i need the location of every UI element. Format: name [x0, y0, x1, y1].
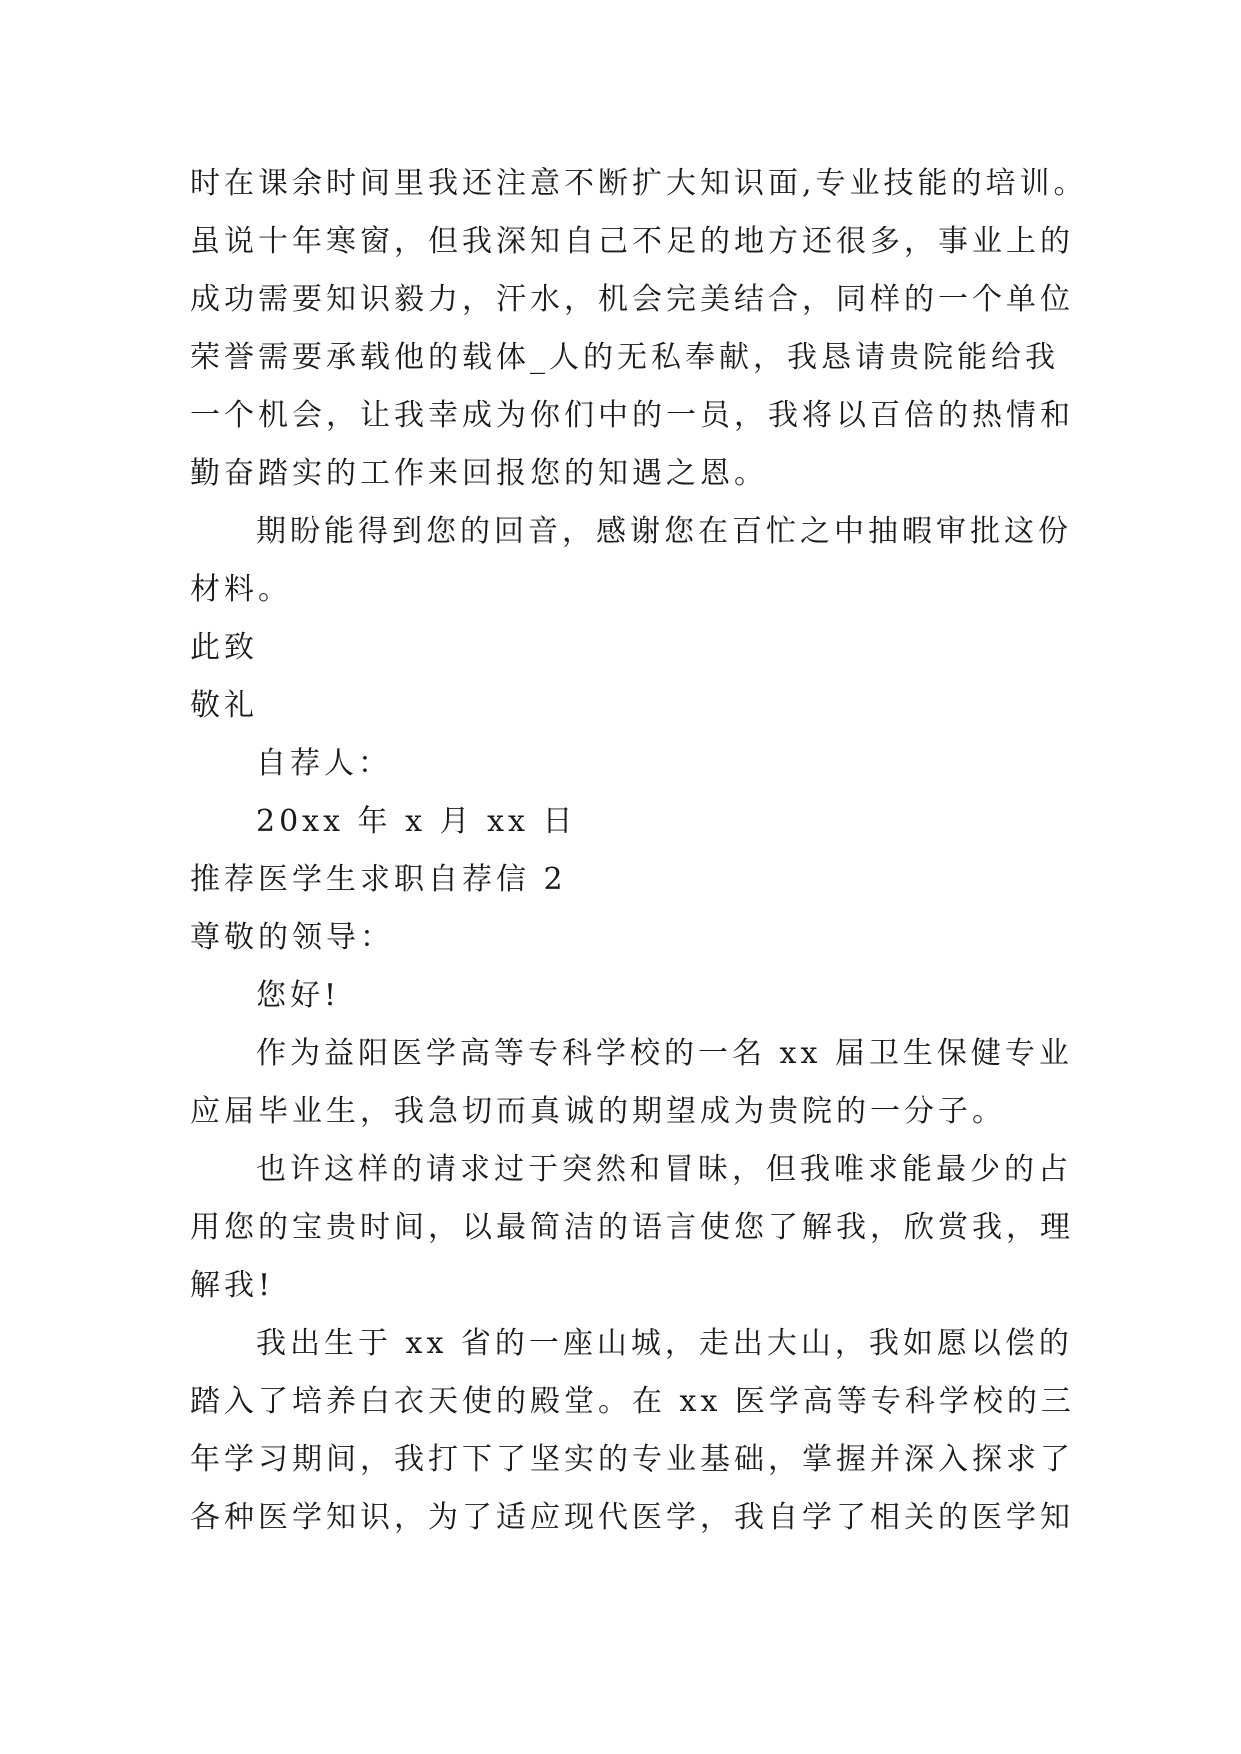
- text-line: 解我!: [190, 1268, 275, 1303]
- text-line: 作为益阳医学高等专科学校的一名 xx 届卫生保健专业: [256, 1036, 1073, 1071]
- text-line: 自荐人：: [256, 746, 392, 781]
- text-line: 各种医学知识，为了适应现代医学，我自学了相关的医学知: [190, 1500, 1074, 1535]
- text-line: 勤奋踏实的工作来回报您的知遇之恩。: [190, 456, 768, 491]
- text-line: 20xx 年 x 月 xx 日: [256, 804, 577, 839]
- text-line: 尊敬的领导：: [190, 920, 394, 955]
- text-line: 期盼能得到您的回音，感谢您在百忙之中抽暇审批这份: [256, 514, 1072, 549]
- text-line: 用您的宝贵时间，以最简洁的语言使您了解我，欣赏我，理: [190, 1210, 1074, 1245]
- text-line: 也许这样的请求过于突然和冒昧，但我唯求能最少的占: [256, 1152, 1072, 1187]
- text-line: 敬礼: [190, 688, 258, 723]
- text-line: 应届毕业生，我急切而真诚的期望成为贵院的一分子。: [190, 1094, 1006, 1129]
- text-line: 踏入了培养白衣天使的殿堂。在 xx 医学高等专科学校的三: [190, 1384, 1075, 1419]
- text-line: 虽说十年寒窗，但我深知自己不足的地方还很多，事业上的: [190, 224, 1074, 259]
- section-title: 推荐医学生求职自荐信 2: [190, 862, 567, 897]
- text-line: 时在课余时间里我还注意不断扩大知识面,专业技能的培训。: [190, 166, 1088, 201]
- text-line: 您好!: [256, 978, 341, 1013]
- text-line: 我出生于 xx 省的一座山城，走出大山，我如愿以偿的: [256, 1326, 1073, 1361]
- text-line: 此致: [190, 630, 258, 665]
- text-line: 成功需要知识毅力，汗水，机会完美结合，同样的一个单位: [190, 282, 1074, 317]
- text-line: 材料。: [190, 572, 292, 607]
- text-line: 一个机会，让我幸成为你们中的一员，我将以百倍的热情和: [190, 398, 1074, 433]
- text-line: 年学习期间，我打下了坚实的专业基础，掌握并深入探求了: [190, 1442, 1074, 1477]
- text-line: 荣誉需要承载他的载体_人的无私奉献，我恳请贵院能给我: [190, 340, 1059, 375]
